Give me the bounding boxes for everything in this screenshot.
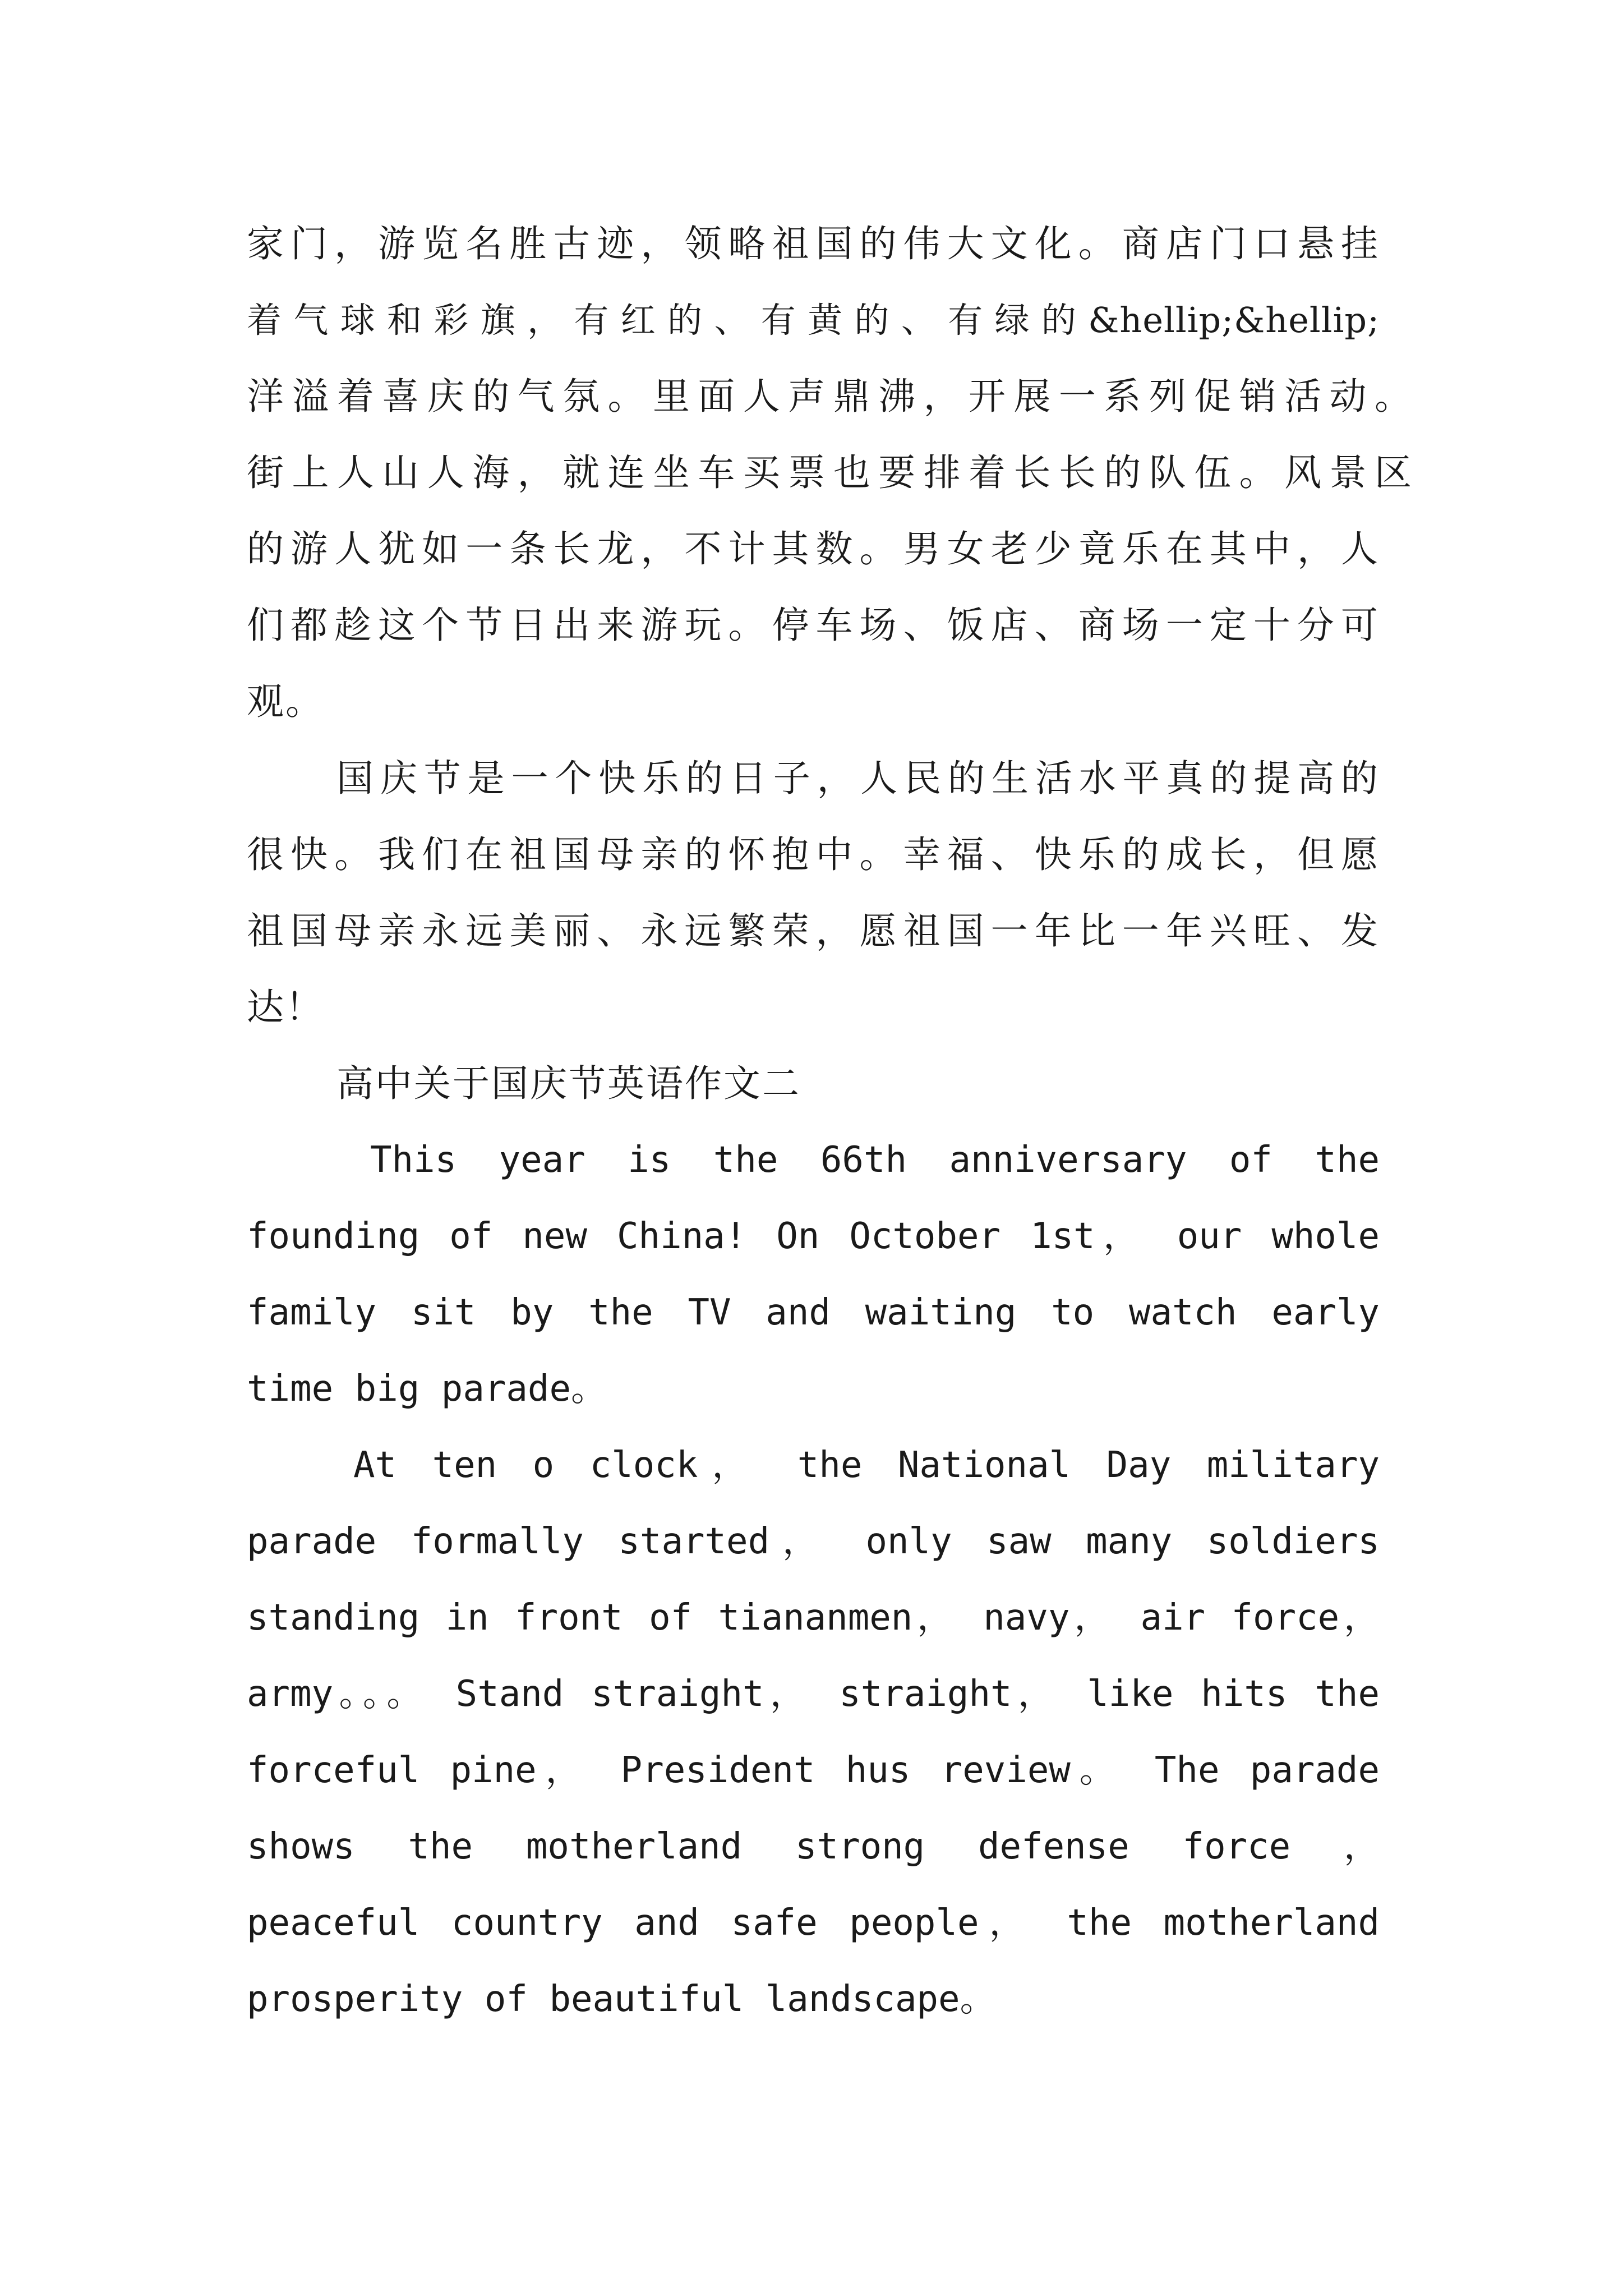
paragraph-1-line-7: 观。: [247, 680, 324, 723]
paragraph-4-line-2: parade formally started， only saw many soldiers: [247, 1521, 1380, 1562]
paragraph-2-line-2: 很快。我们在祖国母亲的怀抱中。幸福、快乐的成长，但愿: [247, 833, 1380, 876]
paragraph-4-line-1: At ten o clock， the National Day military: [353, 1444, 1380, 1486]
paragraph-2-line-4: 达！: [247, 986, 324, 1029]
paragraph-1-line-4: 街上人山人海，就连坐车买票也要排着长长的队伍。风景区: [247, 451, 1413, 494]
paragraph-3-line-3: family sit by the TV and waiting to watch early: [247, 1292, 1380, 1333]
paragraph-3-line-4: time big parade。: [247, 1368, 607, 1410]
paragraph-1-line-3: 洋溢着喜庆的气氛。里面人声鼎沸，开展一系列促销活动。: [247, 375, 1413, 418]
section-heading: 高中关于国庆节英语作文二: [336, 1062, 801, 1105]
paragraph-3-line-2: founding of new China! On October 1st， our whole: [247, 1216, 1380, 1257]
paragraph-4-line-7: peaceful country and safe people， the motherland: [247, 1902, 1380, 1944]
paragraph-1-line-1: 家门，游览名胜古迹，领略祖国的伟大文化。商店门口悬挂: [247, 222, 1380, 265]
paragraph-2-line-3: 祖国母亲永远美丽、永远繁荣，愿祖国一年比一年兴旺、发: [247, 909, 1380, 953]
paragraph-3-line-1: This year is the 66th anniversary of the: [370, 1139, 1380, 1181]
paragraph-1-line-6: 们都趁这个节日出来游玩。停车场、饭店、商场一定十分可: [247, 604, 1380, 647]
paragraph-1-line-5: 的游人犹如一条长龙，不计其数。男女老少竟乐在其中，人: [247, 527, 1380, 570]
paragraph-4-line-8: prosperity of beautiful landscape。: [247, 1978, 996, 2020]
paragraph-2-line-1: 国庆节是一个快乐的日子，人民的生活水平真的提高的: [336, 757, 1380, 800]
paragraph-4-line-6: shows the motherland strong defense force ，: [247, 1826, 1380, 1867]
paragraph-4-line-3: standing in front of tiananmen， navy， air force，: [247, 1597, 1380, 1639]
paragraph-4-line-5: forceful pine， President hus review。 The parade: [247, 1750, 1380, 1791]
paragraph-4-line-4: army。。。 Stand straight， straight， like hits the: [247, 1673, 1380, 1715]
paragraph-1-line-2: 着气球和彩旗，有红的、有黄的、有绿的&hellip;&hellip;: [247, 300, 1380, 341]
